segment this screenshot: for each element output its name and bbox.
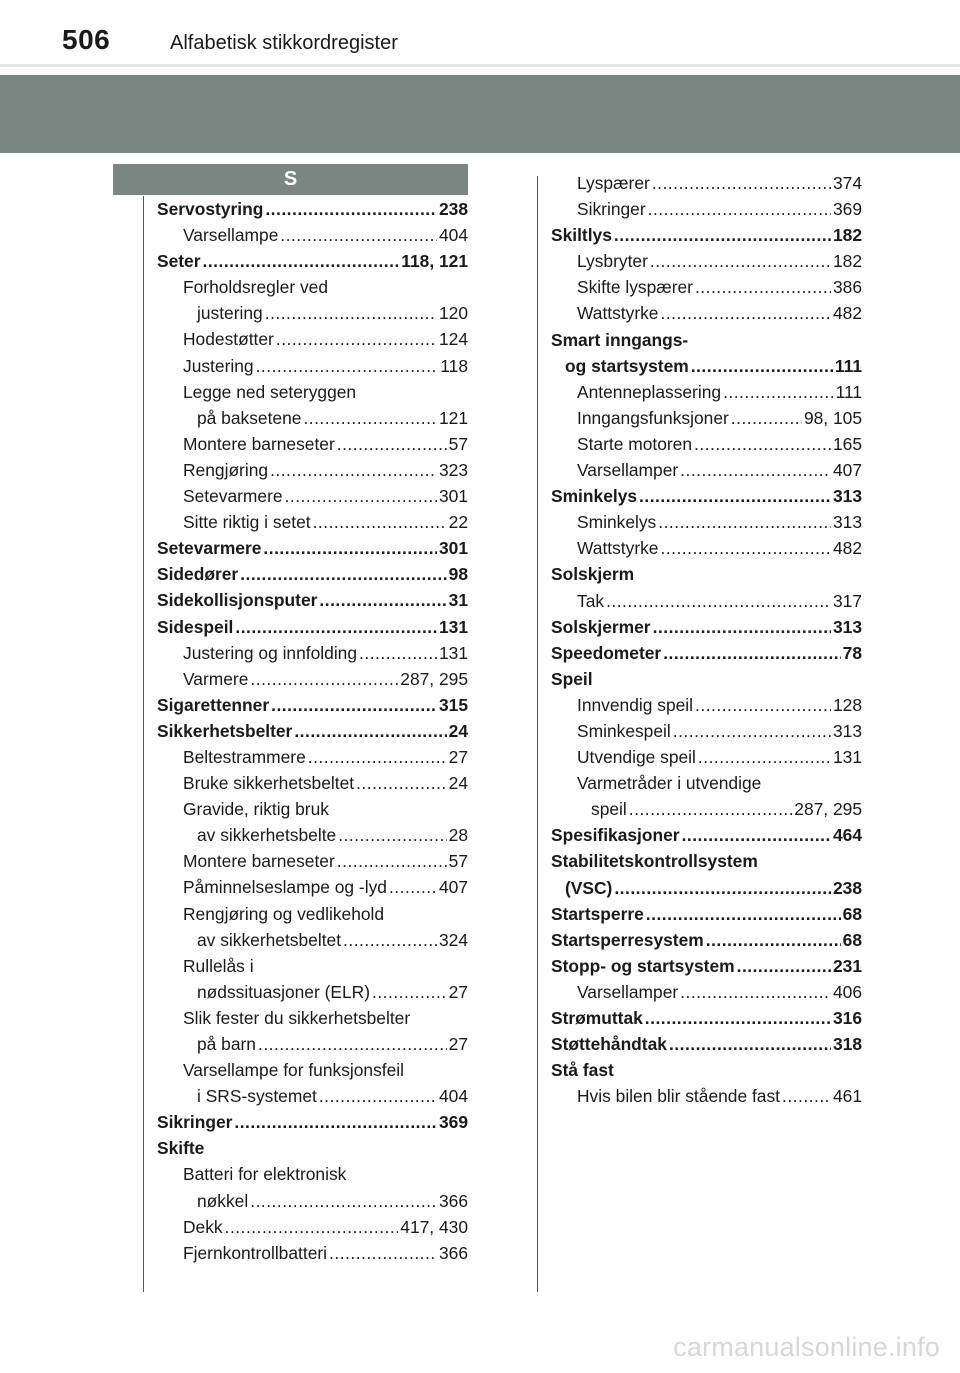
index-page-ref: 78 [842, 642, 862, 663]
index-entry [551, 170, 862, 196]
dot-leader [658, 509, 831, 535]
index-term: Sikkerhetsbelter [157, 720, 293, 741]
index-term: Justering [183, 355, 254, 376]
dot-leader [338, 822, 446, 848]
dot-leader [782, 1083, 831, 1109]
index-page-ref: 301 [438, 486, 468, 507]
index-term: Utvendige speil [577, 747, 696, 768]
index-entry [551, 901, 862, 927]
index-term: Sitte riktig i setet [183, 512, 311, 533]
index-term: Batteri for elektronisk [183, 1164, 347, 1185]
dot-leader [606, 588, 831, 614]
index-entry [157, 1135, 468, 1161]
index-term: Dekk [183, 1216, 223, 1237]
index-page-ref: 57 [448, 851, 468, 872]
dot-leader [285, 483, 437, 509]
dot-leader [698, 744, 831, 770]
index-entry [551, 822, 862, 848]
index-page-ref: 461 [832, 1086, 862, 1107]
index-entry [157, 300, 468, 326]
dot-leader [294, 718, 446, 744]
index-page-ref: 287, 295 [794, 799, 862, 820]
index-entry [157, 509, 468, 535]
index-entry [551, 405, 862, 431]
index-term: av sikkerhetsbeltet [197, 929, 342, 950]
index-entry [551, 222, 862, 248]
index-term: Sidedører [157, 564, 239, 585]
index-term: Solskjerm [551, 564, 635, 585]
dot-leader [695, 692, 831, 718]
index-entry [551, 718, 862, 744]
index-page-ref: 27 [448, 746, 468, 767]
index-page-ref: 238 [438, 199, 468, 219]
dot-leader [203, 248, 400, 274]
dot-leader [691, 353, 833, 379]
index-page-ref: 118 [440, 355, 468, 376]
dot-leader [639, 483, 831, 509]
index-term: Sminkespeil [577, 720, 671, 741]
index-page-ref: 313 [832, 720, 862, 741]
index-entry [157, 431, 468, 457]
section-letter-tab: S [113, 164, 468, 195]
index-page-ref: 313 [832, 486, 862, 507]
dot-leader [389, 874, 437, 900]
index-term: Startsperre [551, 903, 644, 924]
index-entry [157, 1240, 468, 1266]
index-entry [551, 1005, 862, 1031]
index-entry [157, 822, 468, 848]
index-page-ref: 482 [832, 303, 862, 324]
index-page-ref: 165 [832, 433, 862, 454]
dot-leader [646, 901, 841, 927]
header-divider [0, 64, 960, 67]
index-page-ref: 369 [832, 199, 862, 220]
index-term: Varsellampe [183, 225, 279, 246]
dot-leader [694, 431, 831, 457]
index-entry [551, 875, 862, 901]
dot-leader [372, 979, 447, 1005]
index-entry [551, 196, 862, 222]
dot-leader [250, 666, 398, 692]
index-page-ref: 482 [832, 538, 862, 559]
index-term: Startsperresystem [551, 929, 704, 950]
index-page-ref: 182 [832, 225, 862, 246]
dot-leader [731, 405, 802, 431]
index-term: Speedometer [551, 642, 662, 663]
index-entry [157, 405, 468, 431]
index-page-ref: 324 [438, 929, 468, 950]
index-term: Skiltlys [551, 225, 612, 246]
index-term: Stabilitetskontrollsystem [551, 851, 758, 872]
dot-leader [695, 274, 831, 300]
index-page-ref: 366 [438, 1242, 468, 1263]
index-entry [157, 744, 468, 770]
index-term: Skifte [157, 1138, 205, 1159]
index-entry [551, 327, 862, 353]
index-entry [551, 457, 862, 483]
index-term: (VSC) [565, 877, 613, 898]
index-entry [551, 614, 862, 640]
dot-leader [265, 196, 437, 222]
index-entry [157, 274, 468, 300]
index-entry [551, 379, 862, 405]
index-entry [157, 874, 468, 900]
index-term: Sidespeil [157, 616, 234, 637]
index-term: Lyspærer [577, 173, 650, 193]
index-term: Sikringer [577, 199, 646, 220]
index-page-ref: 131 [832, 747, 862, 768]
index-entry [551, 431, 862, 457]
index-page-ref: 121 [438, 407, 468, 428]
dot-leader [660, 300, 831, 326]
index-term: Sminkelys [577, 512, 657, 533]
index-page-ref: 27 [448, 981, 468, 1002]
index-entry [551, 353, 862, 379]
index-page-ref: 238 [832, 877, 862, 898]
index-page-ref: 120 [438, 303, 468, 324]
index-term: Setevarmere [183, 486, 283, 507]
index-entry [551, 274, 862, 300]
index-term: Stå fast [551, 1060, 614, 1081]
dot-leader [653, 614, 831, 640]
index-entry [157, 483, 468, 509]
index-term: av sikkerhetsbelte [197, 825, 337, 846]
index-entry [551, 483, 862, 509]
dot-leader [313, 509, 447, 535]
index-entry [551, 666, 862, 692]
index-entry [157, 692, 468, 718]
index-term: justering [197, 303, 263, 324]
index-entry [551, 248, 862, 274]
index-term: Skifte lyspærer [577, 277, 693, 298]
dot-leader [265, 300, 437, 326]
index-entry [157, 379, 468, 405]
index-entry [157, 535, 468, 561]
index-column-right [551, 170, 862, 1109]
index-term: Rengjøring [183, 459, 269, 480]
index-page-ref: 22 [448, 512, 468, 533]
index-entry [551, 770, 862, 796]
dot-leader [614, 875, 831, 901]
dot-leader [660, 535, 831, 561]
index-entry [157, 196, 468, 222]
index-term: Sigarettenner [157, 694, 270, 715]
index-page-ref: 323 [438, 459, 468, 480]
index-page-ref: 287, 295 [400, 668, 468, 689]
index-page-ref: 316 [832, 1008, 862, 1028]
index-entry [157, 248, 468, 274]
dot-leader [258, 1031, 447, 1057]
index-entry [551, 1083, 862, 1109]
index-entry [551, 848, 862, 874]
index-term: Innvendig speil [577, 694, 694, 715]
index-entry [551, 300, 862, 326]
index-term: nøkkel [197, 1190, 249, 1211]
dot-leader [356, 770, 447, 796]
index-page-ref: 118, 121 [401, 251, 468, 272]
index-entry [157, 770, 468, 796]
index-term: Sminkelys [551, 486, 638, 507]
dot-leader [359, 640, 437, 666]
dot-leader [337, 431, 447, 457]
index-term: Beltestrammere [183, 746, 306, 767]
index-page-ref: 301 [438, 538, 468, 559]
index-term: Varsellamper [577, 981, 679, 1002]
index-page-ref: 111 [834, 355, 862, 376]
index-term: Hvis bilen blir stående fast [577, 1086, 780, 1107]
index-term: Støttehåndtak [551, 1034, 667, 1055]
index-page-ref: 407 [832, 460, 862, 481]
index-page-ref: 369 [438, 1112, 468, 1133]
dot-leader [329, 1240, 437, 1266]
index-term: Lysbryter [577, 251, 648, 272]
index-entry [157, 718, 468, 744]
index-term: Antenneplassering [577, 381, 722, 402]
index-entry [551, 1031, 862, 1057]
index-term: Forholdsregler ved [183, 277, 328, 298]
dot-leader [235, 614, 437, 640]
index-entry [157, 666, 468, 692]
dot-leader [652, 170, 831, 196]
index-entry [551, 561, 862, 587]
index-entry [157, 1109, 468, 1135]
index-term: Rullelås i [183, 955, 254, 976]
dot-leader [673, 718, 831, 744]
index-page-ref: 374 [832, 173, 862, 193]
index-entry [157, 979, 468, 1005]
dot-leader [648, 196, 831, 222]
index-entry [551, 509, 862, 535]
dot-leader [337, 848, 447, 874]
index-entry [551, 588, 862, 614]
index-entry [157, 587, 468, 613]
index-entry [157, 796, 468, 822]
index-page-ref: 386 [832, 277, 862, 298]
index-entry [157, 1188, 468, 1214]
index-page-ref: 24 [448, 720, 468, 741]
index-term: Spesifikasjoner [551, 825, 680, 846]
right-column-rule [537, 176, 538, 1292]
index-page-ref: 366 [438, 1190, 468, 1211]
index-page-ref: 68 [842, 929, 862, 950]
index-term: Påminnelseslampe og -lyd [183, 877, 387, 898]
index-page-ref: 318 [832, 1034, 862, 1055]
dot-leader [680, 457, 831, 483]
index-term: Rengjøring og vedlikehold [183, 903, 385, 924]
index-entry [551, 640, 862, 666]
index-page-ref: 407 [438, 877, 468, 898]
index-term: Strømuttak [551, 1008, 643, 1028]
dot-leader [669, 1031, 831, 1057]
index-entry [157, 1083, 468, 1109]
dot-leader [645, 1005, 831, 1031]
index-entry [157, 614, 468, 640]
index-term: Varmere [183, 668, 249, 689]
index-term: Montere barneseter [183, 433, 335, 454]
index-term: Starte motoren [577, 433, 693, 454]
index-page-ref: 404 [438, 1086, 468, 1107]
dot-leader [234, 1109, 437, 1135]
index-entry [551, 535, 862, 561]
index-term: Speil [551, 668, 593, 689]
index-term: Stopp- og startsystem [551, 955, 735, 976]
index-term: i SRS-systemet [197, 1086, 317, 1107]
index-entry [157, 927, 468, 953]
index-term: Smart inngangs- [551, 329, 689, 350]
index-page-ref: 182 [832, 251, 862, 272]
index-entry [157, 1031, 468, 1057]
dot-leader [280, 222, 437, 248]
index-term: Montere barneseter [183, 851, 335, 872]
dot-leader [319, 587, 446, 613]
index-entry [551, 796, 862, 822]
page-header [0, 0, 960, 68]
index-entry [551, 979, 862, 1005]
page-title: Alfabetisk stikkordregister [170, 32, 398, 54]
index-entry [157, 1057, 468, 1083]
index-entry [157, 353, 468, 379]
index-page-ref: 404 [438, 225, 468, 246]
dot-leader [737, 953, 831, 979]
index-entry [551, 1057, 862, 1083]
dot-leader [263, 535, 437, 561]
index-page-ref: 131 [438, 616, 468, 637]
index-term: Sidekollisjonsputer [157, 590, 318, 611]
index-term: Setevarmere [157, 538, 262, 559]
dot-leader [271, 692, 437, 718]
index-page-ref: 98 [448, 564, 468, 585]
index-page-ref: 406 [832, 981, 862, 1002]
dot-leader [276, 326, 437, 352]
index-page-ref: 98, 105 [803, 407, 862, 428]
dot-leader [319, 1083, 437, 1109]
dot-leader [723, 379, 834, 405]
index-page-ref: 124 [438, 329, 468, 350]
dot-leader [614, 222, 831, 248]
dot-leader [256, 353, 439, 379]
index-entry [157, 640, 468, 666]
left-column-rule [143, 196, 144, 1292]
dot-leader [663, 640, 840, 666]
index-term: Fjernkontrollbatteri [183, 1242, 328, 1263]
index-term: Inngangsfunksjoner [577, 407, 729, 428]
index-page-ref: 417, 430 [400, 1216, 468, 1237]
dot-leader [225, 1214, 399, 1240]
index-term: Servostyring [157, 199, 264, 219]
index-term: speil [591, 799, 627, 820]
index-column-left [157, 196, 468, 1266]
index-page-ref: 57 [448, 433, 468, 454]
index-term: Gravide, riktig bruk [183, 799, 329, 820]
dot-leader [303, 405, 437, 431]
index-term: Legge ned seteryggen [183, 381, 357, 402]
dot-leader [682, 822, 831, 848]
dot-leader [250, 1188, 437, 1214]
index-entry [551, 927, 862, 953]
index-page-ref: 313 [832, 616, 862, 637]
index-page-ref: 27 [448, 1034, 468, 1054]
dot-leader [240, 561, 446, 587]
index-page-ref: 28 [448, 825, 468, 846]
index-entry [551, 744, 862, 770]
index-term: Tak [577, 590, 605, 611]
index-entry [157, 901, 468, 927]
index-page-ref: 315 [438, 694, 468, 715]
dot-leader [706, 927, 841, 953]
index-page-ref: 317 [832, 590, 862, 611]
index-page-ref: 313 [832, 512, 862, 533]
dot-leader [629, 796, 793, 822]
index-term: Wattstyrke [577, 538, 659, 559]
index-term: og startsystem [565, 355, 689, 376]
index-entry [157, 457, 468, 483]
index-term: Varsellamper [577, 460, 679, 481]
index-page-ref: 31 [448, 590, 468, 611]
index-term: Varmetråder i utvendige [577, 773, 762, 794]
index-term: på baksetene [197, 407, 302, 428]
index-entry [157, 953, 468, 979]
index-term: Wattstyrke [577, 303, 659, 324]
index-entry [551, 953, 862, 979]
page-number: 506 [62, 24, 111, 55]
index-term: på barn [197, 1034, 256, 1054]
index-term: nødssituasjoner (ELR) [197, 981, 371, 1002]
index-entry [157, 1161, 468, 1187]
index-term: Sikringer [157, 1112, 233, 1133]
header-band [0, 75, 960, 153]
dot-leader [270, 457, 437, 483]
index-page-ref: 231 [832, 955, 862, 976]
index-entry [157, 326, 468, 352]
index-term: Seter [157, 251, 201, 272]
index-entry [157, 1005, 468, 1031]
index-page-ref: 128 [832, 694, 862, 715]
dot-leader [343, 927, 437, 953]
index-page-ref: 131 [438, 642, 468, 663]
index-entry [157, 222, 468, 248]
index-page-ref: 24 [448, 773, 468, 794]
index-entry [157, 1214, 468, 1240]
index-page-ref: 68 [842, 903, 862, 924]
index-page-ref: 464 [832, 825, 862, 846]
index-term: Hodestøtter [183, 329, 274, 350]
watermark: carmanualsonline.info [673, 1332, 940, 1362]
index-term: Slik fester du sikkerhetsbelter [183, 1007, 411, 1028]
index-entry [551, 692, 862, 718]
dot-leader [680, 979, 831, 1005]
index-page-ref: 111 [835, 381, 862, 402]
dot-leader [650, 248, 831, 274]
index-term: Solskjermer [551, 616, 651, 637]
index-term: Varsellampe for funksjonsfeil [183, 1060, 405, 1081]
index-entry [157, 561, 468, 587]
index-entry [157, 848, 468, 874]
dot-leader [308, 744, 447, 770]
index-term: Bruke sikkerhetsbeltet [183, 773, 355, 794]
index-term: Justering og innfolding [183, 642, 358, 663]
